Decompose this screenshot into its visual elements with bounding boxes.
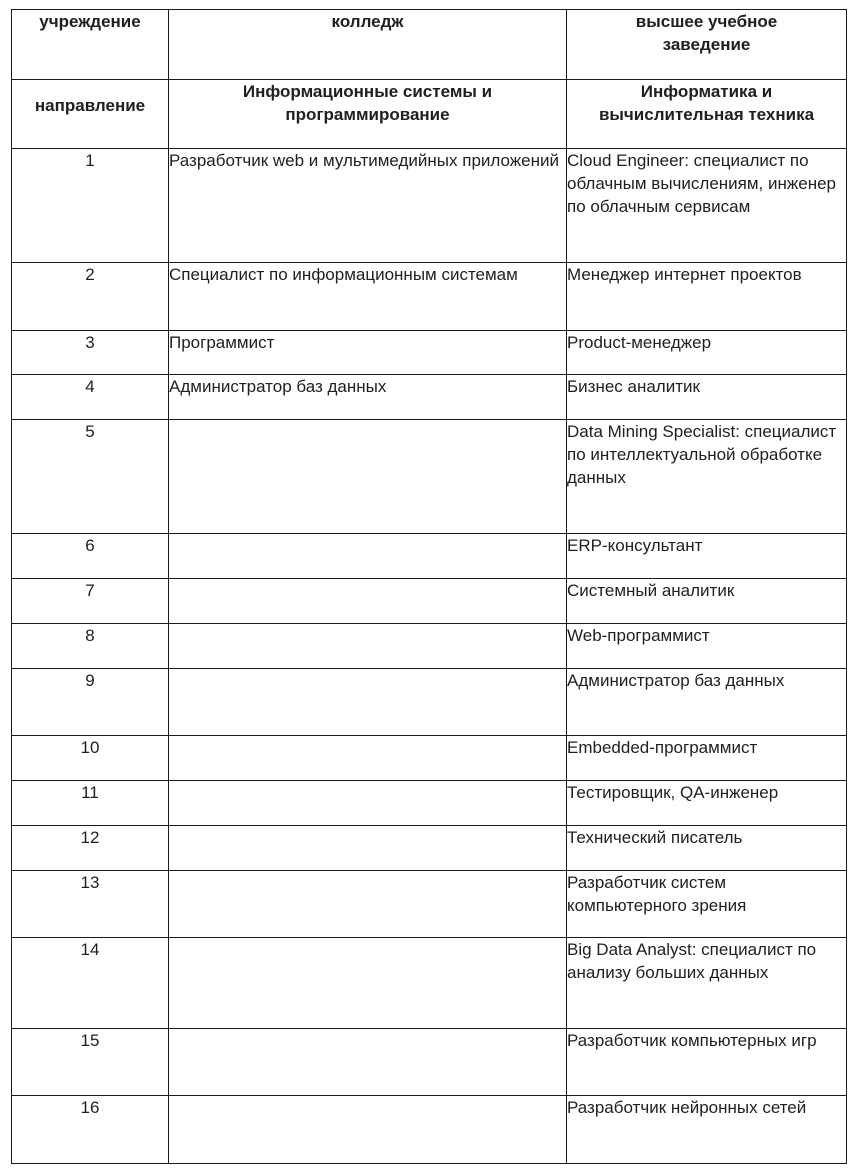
row-number: 12	[12, 826, 169, 871]
college-profession	[169, 579, 567, 624]
college-profession	[169, 781, 567, 826]
college-profession	[169, 534, 567, 579]
college-profession	[169, 669, 567, 736]
header-row-direction	[12, 80, 847, 149]
university-profession: Cloud Engineer: специалист по облачным вычислениям, инженер по облачным сервисам	[567, 149, 847, 263]
header-college-direction: Информационные системы и программирование	[169, 80, 567, 149]
college-profession	[169, 938, 567, 1029]
row-number: 13	[12, 871, 169, 938]
university-profession: Big Data Analyst: специалист по анализу больших данных	[567, 938, 847, 1029]
row-number: 10	[12, 736, 169, 781]
header-direction-label: направление	[12, 80, 169, 149]
university-profession: Data Mining Specialist: специалист по интеллектуальной обработке данных	[567, 420, 847, 534]
university-profession: Разработчик нейронных сетей	[567, 1096, 847, 1164]
table-row	[12, 669, 847, 736]
table-row	[12, 534, 847, 579]
university-profession: Бизнес аналитик	[567, 375, 847, 420]
university-profession: Разработчик компьютерных игр	[567, 1029, 847, 1096]
row-number: 3	[12, 331, 169, 375]
header-row-institution	[12, 10, 847, 80]
header-college: колледж	[169, 10, 567, 80]
table-row	[12, 263, 847, 331]
row-number: 8	[12, 624, 169, 669]
college-profession: Администратор баз данных	[169, 375, 567, 420]
table-row	[12, 1096, 847, 1164]
university-profession: ERP-консультант	[567, 534, 847, 579]
table-row	[12, 579, 847, 624]
row-number: 11	[12, 781, 169, 826]
professions-table	[11, 9, 847, 1164]
header-university: высшее учебное заведение	[567, 10, 847, 80]
college-profession: Специалист по информационным системам	[169, 263, 567, 331]
table-row	[12, 871, 847, 938]
row-number: 5	[12, 420, 169, 534]
college-profession	[169, 1029, 567, 1096]
table-row	[12, 1029, 847, 1096]
row-number: 15	[12, 1029, 169, 1096]
college-profession	[169, 420, 567, 534]
university-profession: Тестировщик, QA-инженер	[567, 781, 847, 826]
college-profession	[169, 1096, 567, 1164]
table-row	[12, 736, 847, 781]
table-row	[12, 938, 847, 1029]
row-number: 7	[12, 579, 169, 624]
university-profession: Администратор баз данных	[567, 669, 847, 736]
row-number: 4	[12, 375, 169, 420]
university-profession: Web-программист	[567, 624, 847, 669]
college-profession	[169, 736, 567, 781]
row-number: 2	[12, 263, 169, 331]
college-profession	[169, 624, 567, 669]
college-profession: Программист	[169, 331, 567, 375]
university-profession: Embedded-программист	[567, 736, 847, 781]
college-profession	[169, 871, 567, 938]
university-profession: Технический писатель	[567, 826, 847, 871]
table-row	[12, 420, 847, 534]
college-profession	[169, 826, 567, 871]
table-row	[12, 149, 847, 263]
table-row	[12, 331, 847, 375]
header-university-direction: Информатика и вычислительная техника	[567, 80, 847, 149]
row-number: 1	[12, 149, 169, 263]
table-row	[12, 826, 847, 871]
row-number: 14	[12, 938, 169, 1029]
row-number: 9	[12, 669, 169, 736]
college-profession: Разработчик web и мультимедийных приложений	[169, 149, 567, 263]
university-profession: Product-менеджер	[567, 331, 847, 375]
university-profession: Менеджер интернет проектов	[567, 263, 847, 331]
header-institution-label: учреждение	[12, 10, 169, 80]
row-number: 16	[12, 1096, 169, 1164]
university-profession: Системный аналитик	[567, 579, 847, 624]
university-profession: Разработчик систем компьютерного зрения	[567, 871, 847, 938]
table-row	[12, 375, 847, 420]
table-row	[12, 781, 847, 826]
row-number: 6	[12, 534, 169, 579]
table-row	[12, 624, 847, 669]
